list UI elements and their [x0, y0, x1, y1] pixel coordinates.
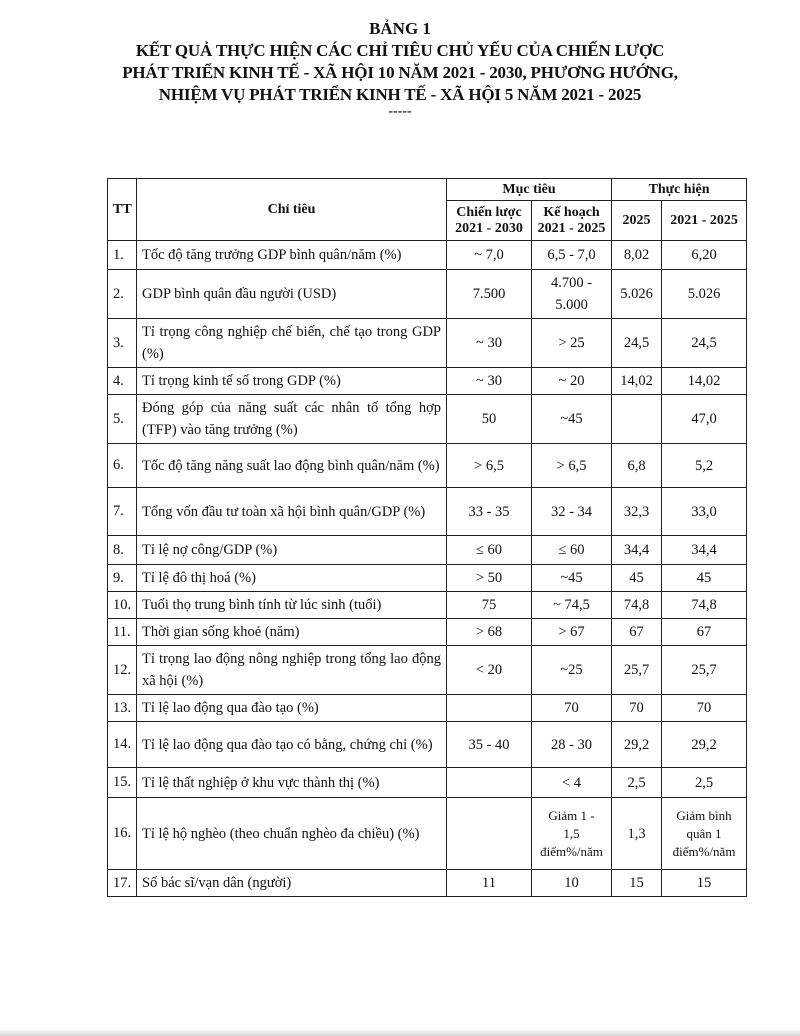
- strategy-target: 35 - 40: [447, 722, 532, 768]
- strategy-target: ~ 7,0: [447, 241, 532, 270]
- strategy-target: 75: [447, 592, 532, 619]
- row-number: 8.: [108, 536, 137, 565]
- table-row: [108, 319, 747, 368]
- indicator-name: Tỉ lệ đô thị hoá (%): [137, 565, 447, 592]
- strategy-target: < 20: [447, 646, 532, 695]
- indicator-name: Tỉ lệ lao động qua đào tạo có bằng, chứng chỉ (%): [137, 722, 447, 768]
- strategy-target: 33 - 35: [447, 488, 532, 536]
- indicator-name: Tuổi thọ trung bình tính từ lúc sinh (tuổi): [137, 592, 447, 619]
- table-row: [108, 565, 747, 592]
- indicator-name: Tỉ trọng lao động nông nghiệp trong tổng lao động xã hội (%): [137, 646, 447, 695]
- plan-target: > 6,5: [532, 444, 612, 488]
- table-row: [108, 488, 747, 536]
- result-2021-2025: 5,2: [662, 444, 747, 488]
- indicator-name: Tỉ trọng công nghiệp chế biến, chế tạo trong GDP (%): [137, 319, 447, 368]
- plan-target: ~25: [532, 646, 612, 695]
- indicator-name: Tốc độ tăng năng suất lao động bình quân/năm (%): [137, 444, 447, 488]
- result-2025: 8,02: [612, 241, 662, 270]
- result-2025: 2,5: [612, 768, 662, 798]
- plan-target: 32 - 34: [532, 488, 612, 536]
- strategy-target: ≤ 60: [447, 536, 532, 565]
- header-plan: Kế hoạch 2021 - 2025: [532, 201, 612, 241]
- row-number: 7.: [108, 488, 137, 536]
- row-number: 4.: [108, 368, 137, 395]
- table-row: [108, 270, 747, 319]
- row-number: 2.: [108, 270, 137, 319]
- plan-target: 70: [532, 695, 612, 722]
- table-row: [108, 722, 747, 768]
- header-tt: TT: [108, 179, 137, 241]
- strategy-target: [447, 798, 532, 870]
- result-2025: 1,3: [612, 798, 662, 870]
- strategy-target: 7.500: [447, 270, 532, 319]
- strategy-target: [447, 768, 532, 798]
- header-strategy: Chiến lược 2021 - 2030: [447, 201, 532, 241]
- result-2021-2025: 6,20: [662, 241, 747, 270]
- table-row: [108, 444, 747, 488]
- table-row: [108, 536, 747, 565]
- indicator-name: Tỉ lệ lao động qua đào tạo (%): [137, 695, 447, 722]
- row-number: 1.: [108, 241, 137, 270]
- page-bottom-edge: [0, 1030, 800, 1036]
- table-row: [108, 695, 747, 722]
- row-number: 10.: [108, 592, 137, 619]
- plan-target: ~45: [532, 565, 612, 592]
- result-2025: 6,8: [612, 444, 662, 488]
- indicator-name: Tỉ lệ thất nghiệp ở khu vực thành thị (%): [137, 768, 447, 798]
- result-2021-2025: 15: [662, 870, 747, 897]
- table-row: [108, 241, 747, 270]
- indicator-name: Tỉ lệ nợ công/GDP (%): [137, 536, 447, 565]
- table-row: [108, 870, 747, 897]
- indicator-name: Tỉ trọng kinh tế số trong GDP (%): [137, 368, 447, 395]
- table-row: [108, 592, 747, 619]
- result-2021-2025: Giảm bình quân 1 điểm%/năm: [662, 798, 747, 870]
- row-number: 14.: [108, 722, 137, 768]
- result-2021-2025: 24,5: [662, 319, 747, 368]
- result-2021-2025: 33,0: [662, 488, 747, 536]
- table-row: [108, 395, 747, 444]
- strategy-target: ~ 30: [447, 368, 532, 395]
- header-target-group: Mục tiêu: [447, 179, 612, 201]
- result-2021-2025: 70: [662, 695, 747, 722]
- result-2021-2025: 2,5: [662, 768, 747, 798]
- result-2025: 70: [612, 695, 662, 722]
- table-row: [108, 368, 747, 395]
- plan-target: ~45: [532, 395, 612, 444]
- plan-target: < 4: [532, 768, 612, 798]
- row-number: 11.: [108, 619, 137, 646]
- strategy-target: ~ 30: [447, 319, 532, 368]
- row-number: 5.: [108, 395, 137, 444]
- row-number: 12.: [108, 646, 137, 695]
- table-row: [108, 646, 747, 695]
- plan-target: Giảm 1 - 1,5 điểm%/năm: [532, 798, 612, 870]
- strategy-target: 11: [447, 870, 532, 897]
- result-2025: 34,4: [612, 536, 662, 565]
- plan-target: > 25: [532, 319, 612, 368]
- plan-target: ~ 20: [532, 368, 612, 395]
- result-2025: 14,02: [612, 368, 662, 395]
- indicator-name: Thời gian sống khoẻ (năm): [137, 619, 447, 646]
- result-2021-2025: 45: [662, 565, 747, 592]
- table-row: [108, 798, 747, 870]
- row-number: 6.: [108, 444, 137, 488]
- strategy-target: > 6,5: [447, 444, 532, 488]
- result-2021-2025: 29,2: [662, 722, 747, 768]
- indicator-name: GDP bình quân đầu người (USD): [137, 270, 447, 319]
- indicator-name: Đóng góp của năng suất các nhân tố tổng hợp (TFP) vào tăng trưởng (%): [137, 395, 447, 444]
- row-number: 3.: [108, 319, 137, 368]
- plan-target: ≤ 60: [532, 536, 612, 565]
- strategy-target: > 50: [447, 565, 532, 592]
- result-2025: 25,7: [612, 646, 662, 695]
- table-number: BẢNG 1: [369, 19, 431, 38]
- strategy-target: > 68: [447, 619, 532, 646]
- result-2025: 29,2: [612, 722, 662, 768]
- header-indicator: Chỉ tiêu: [137, 179, 447, 241]
- row-number: 16.: [108, 798, 137, 870]
- indicator-name: Tỉ lệ hộ nghèo (theo chuẩn nghèo đa chiều) (%): [137, 798, 447, 870]
- result-2021-2025: 25,7: [662, 646, 747, 695]
- plan-target: 28 - 30: [532, 722, 612, 768]
- indicator-name: Tốc độ tăng trưởng GDP bình quân/năm (%): [137, 241, 447, 270]
- plan-target: 6,5 - 7,0: [532, 241, 612, 270]
- plan-target: > 67: [532, 619, 612, 646]
- indicator-name: Tổng vốn đầu tư toàn xã hội bình quân/GDP (%): [137, 488, 447, 536]
- strategy-target: [447, 695, 532, 722]
- document-heading: [0, 18, 800, 118]
- result-2021-2025: 5.026: [662, 270, 747, 319]
- header-2021-2025: 2021 - 2025: [662, 201, 747, 241]
- result-2021-2025: 47,0: [662, 395, 747, 444]
- title-line-2: PHÁT TRIỂN KINH TẾ - XÃ HỘI 10 NĂM 2021 - 2030, PHƯƠNG HƯỚNG,: [122, 63, 678, 82]
- title-line-1: KẾT QUẢ THỰC HIỆN CÁC CHỈ TIÊU CHỦ YẾU CỦA CHIẾN LƯỢC: [135, 41, 665, 60]
- indicator-name: Số bác sĩ/vạn dân (người): [137, 870, 447, 897]
- row-number: 13.: [108, 695, 137, 722]
- result-2025: 74,8: [612, 592, 662, 619]
- indicators-table: [107, 178, 747, 897]
- result-2025: 15: [612, 870, 662, 897]
- result-2021-2025: 34,4: [662, 536, 747, 565]
- result-2025: 24,5: [612, 319, 662, 368]
- title-separator: -----: [388, 104, 412, 119]
- row-number: 15.: [108, 768, 137, 798]
- plan-target: 4.700 - 5.000: [532, 270, 612, 319]
- result-2021-2025: 14,02: [662, 368, 747, 395]
- title-line-3: NHIỆM VỤ PHÁT TRIỂN KINH TẾ - XÃ HỘI 5 NĂM 2021 - 2025: [158, 85, 642, 104]
- table-row: [108, 768, 747, 798]
- plan-target: 10: [532, 870, 612, 897]
- strategy-target: 50: [447, 395, 532, 444]
- row-number: 17.: [108, 870, 137, 897]
- header-2025: 2025: [612, 201, 662, 241]
- table-row: [108, 619, 747, 646]
- result-2025: 45: [612, 565, 662, 592]
- result-2025: 32,3: [612, 488, 662, 536]
- result-2021-2025: 74,8: [662, 592, 747, 619]
- row-number: 9.: [108, 565, 137, 592]
- header-actual-group: Thực hiện: [612, 179, 747, 201]
- result-2021-2025: 67: [662, 619, 747, 646]
- result-2025: [612, 395, 662, 444]
- result-2025: 67: [612, 619, 662, 646]
- plan-target: ~ 74,5: [532, 592, 612, 619]
- result-2025: 5.026: [612, 270, 662, 319]
